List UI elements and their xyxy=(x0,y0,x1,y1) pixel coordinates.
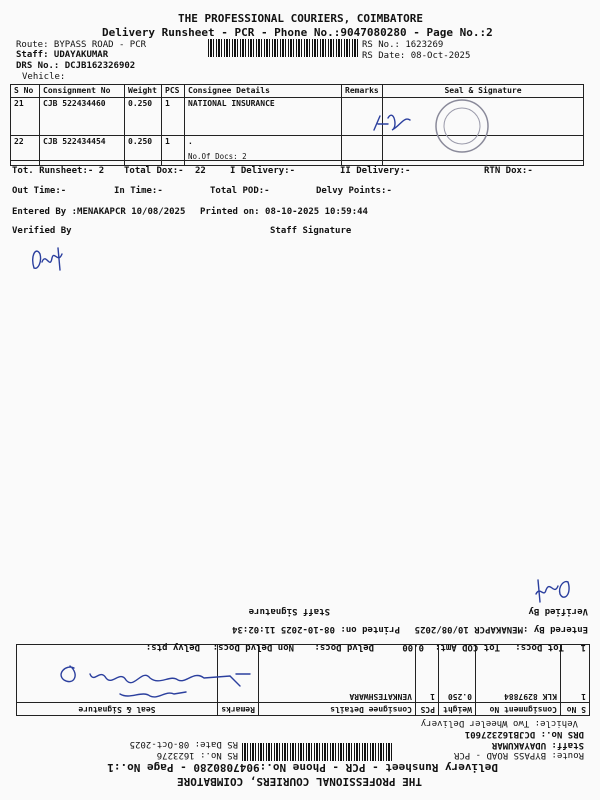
staff: Staff: UDAYAKUMAR xyxy=(16,50,109,60)
rs-date: RS Date: 08-Oct-2025 xyxy=(129,739,238,749)
col-sno: S No xyxy=(561,703,590,716)
staff: Staff: UDAYAKUMAR xyxy=(491,740,584,750)
tot-runsheet: Tot. Runsheet:- 2 xyxy=(12,166,105,176)
verifier-signature xyxy=(28,240,68,276)
col-consignment: Consignment No xyxy=(476,703,561,716)
in-time: In Time:- xyxy=(114,186,163,196)
row-consignment: CJB 522434460 xyxy=(40,98,125,136)
col-sno: S No xyxy=(11,85,40,98)
ii-delivery: II Delivery:- xyxy=(340,166,411,176)
row-consignee-name: . xyxy=(188,137,193,146)
row-weight: 0.250 xyxy=(125,98,162,136)
col-seal-signature: Seal & Signature xyxy=(383,85,584,98)
row-sno: 1 xyxy=(561,645,590,703)
row-consignment: CJB 522434454 xyxy=(40,136,125,166)
col-pcs: PCS xyxy=(416,703,439,716)
rtn-dox: RTN Dox:- xyxy=(484,166,533,176)
divider xyxy=(10,160,584,161)
col-consignee: Consignee Details xyxy=(185,85,342,98)
entered-by: Entered By :MENAKAPCR 10/08/2025 xyxy=(414,624,588,634)
i-delivery: I Delivery:- xyxy=(230,166,296,176)
route: Route: BYPASS ROAD - PCR xyxy=(453,750,584,760)
table-header xyxy=(11,85,584,98)
col-pcs: PCS xyxy=(162,85,185,98)
col-consignee: Consignee Details xyxy=(259,703,416,716)
col-consignment: Consignment No xyxy=(40,85,125,98)
total-pod: Total POD:- xyxy=(210,186,270,196)
vehicle: Vehicle: Two Wheeler Delivery xyxy=(420,718,578,728)
col-weight: Weight xyxy=(125,85,162,98)
row-weight: 0.250 xyxy=(125,136,162,166)
staff-signature: Staff Signature xyxy=(270,226,352,236)
barcode xyxy=(208,39,358,57)
runsheet-page-1-inverted xyxy=(0,400,600,800)
vehicle: Vehicle: xyxy=(22,72,66,82)
signature-scrawl xyxy=(374,115,410,130)
row-consignment: KLK 8297884 xyxy=(476,645,561,703)
staff-signature: Staff Signature xyxy=(248,606,330,616)
receiver-signature xyxy=(30,654,270,704)
col-remarks: Remarks xyxy=(342,85,383,98)
row-consignee: VENKATESHWARA xyxy=(259,645,416,703)
printed-on: Printed on: 08-10-2025 11:02:34 xyxy=(232,624,400,634)
verified-by: Verified By xyxy=(528,606,588,616)
row-pcs: 1 xyxy=(162,98,185,136)
out-time: Out Time:- xyxy=(12,186,67,196)
printed-on: Printed on: 08-10-2025 10:59:44 xyxy=(200,207,368,217)
tot-cod-amt: Tot COD Amt: xyxy=(434,642,500,652)
drs-number: DRS No.: DCJB162326902 xyxy=(16,61,136,71)
row-pcs: 1 xyxy=(416,645,439,703)
rs-number: RS No.: 1623269 xyxy=(362,40,444,50)
col-weight: Weight xyxy=(439,703,476,716)
rs-date: RS Date: 08-Oct-2025 xyxy=(362,51,471,61)
row-consignee: NATIONAL INSURANCE xyxy=(185,98,342,136)
col-remarks: Remarks xyxy=(218,703,259,716)
row-weight: 0.250 xyxy=(439,645,476,703)
verifier-signature xyxy=(526,574,576,608)
seal-stamp xyxy=(370,98,510,158)
row-pcs: 1 xyxy=(162,136,185,166)
route: Route: BYPASS ROAD - PCR xyxy=(16,40,147,50)
runsheet-title: Delivery Runsheet - PCR - Phone No.:9047080280 - Page No.:1 xyxy=(107,761,498,774)
table-header xyxy=(17,703,590,716)
total-dox-label: Total Dox:- xyxy=(124,166,184,176)
runsheet-title: Delivery Runsheet - PCR - Phone No.:9047080280 - Page No.:2 xyxy=(102,26,493,39)
entered-by: Entered By :MENAKAPCR 10/08/2025 xyxy=(12,207,186,217)
verified-by: Verified By xyxy=(12,226,72,236)
row-sno: 21 xyxy=(11,98,40,136)
total-dox-value: 22 xyxy=(195,166,206,176)
tot-docs: Tot Docs: xyxy=(515,642,564,652)
row-consignee xyxy=(185,136,342,166)
delvy-pts: Delvy pts: xyxy=(145,642,200,652)
company-name: THE PROFESSIONAL COURIERS, COIMBATORE xyxy=(176,775,422,788)
tot-cod-value: 0.00 xyxy=(402,642,424,652)
barcode xyxy=(242,743,392,761)
delvd-docs: Delvd Docs: xyxy=(314,642,374,652)
non-delvd-docs: Non Delvd Docs: xyxy=(212,642,294,652)
no-of-docs: No.Of Docs: 2 xyxy=(188,152,247,161)
sno-total: 1 xyxy=(580,642,586,652)
rs-number: RS No.: 1623276 xyxy=(156,750,238,760)
col-seal-signature: Seal & Signature xyxy=(17,703,218,716)
company-name: THE PROFESSIONAL COURIERS, COIMBATORE xyxy=(178,12,424,25)
row-sno: 22 xyxy=(11,136,40,166)
delvy-points: Delvy Points:- xyxy=(316,186,392,196)
drs-number: DRS No.: DCJB162327601 xyxy=(464,729,584,739)
